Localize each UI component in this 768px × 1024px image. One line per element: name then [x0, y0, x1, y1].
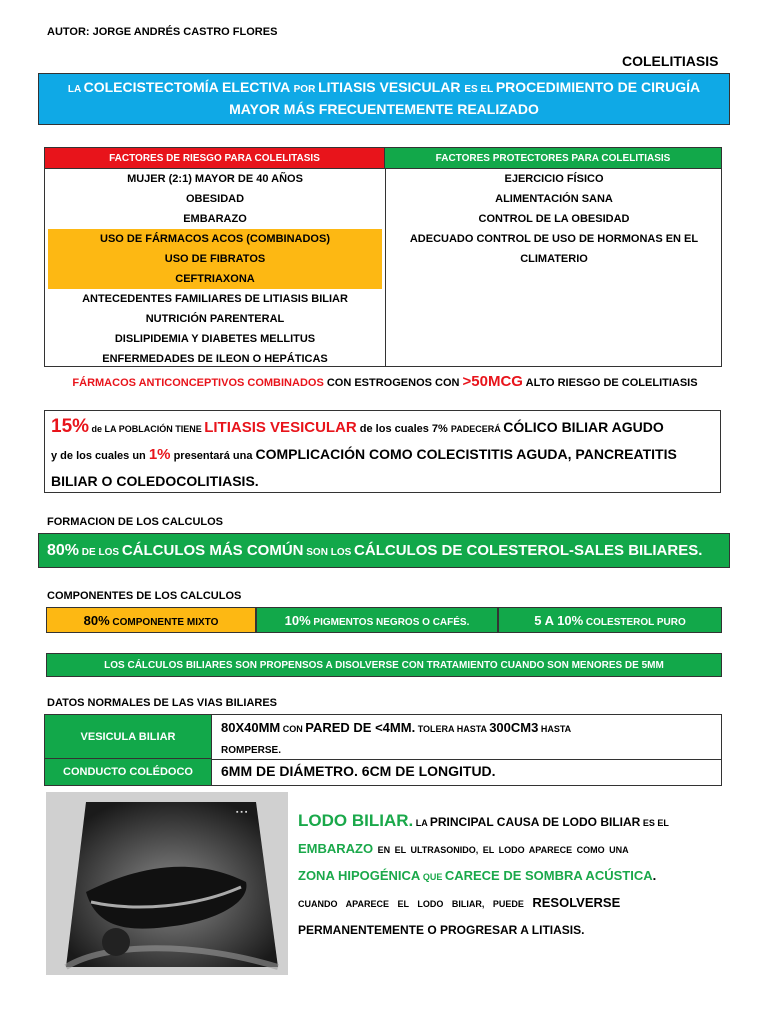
stats-p12: BILIAR O COLEDOCOLITIASIS.	[51, 473, 259, 489]
component-2-pct: 5 A 10%	[534, 613, 584, 628]
stats-line1	[51, 415, 714, 441]
risk-factor-item: OBESIDAD	[185, 193, 245, 205]
stats-box	[44, 410, 721, 493]
protect-list	[389, 169, 719, 269]
lodo-l5a: PERMANENTEMENTE O PROGRESAR A LITIASIS	[298, 923, 582, 937]
banner-line1	[39, 79, 729, 95]
note-part2: CON ESTROGENOS CON	[323, 377, 463, 389]
formation-p2: DE LOS	[79, 547, 122, 558]
lodo-section	[298, 808, 723, 943]
lodo-l1a: LA	[413, 818, 430, 828]
note-part3: >50MCG	[462, 373, 523, 390]
coledoco-label-text: CONDUCTO COLÉDOCO	[63, 766, 193, 778]
stats-p6: PADECERÁ	[450, 424, 504, 434]
banner-segment: COLECISTECTOMÍA ELECTIVA	[83, 79, 294, 95]
risk-factor-item: CEFTRIAXONA	[48, 269, 382, 289]
vesicula-value	[221, 718, 716, 761]
lodo-line5	[298, 917, 723, 943]
svg-text:▪ ▪ ▪: ▪ ▪ ▪	[236, 809, 248, 816]
dissolve-box	[46, 653, 722, 677]
lodo-line1	[298, 808, 723, 836]
factors-table	[44, 147, 722, 367]
vesicula-v2: CON	[280, 724, 306, 734]
lodo-l3b: QUE	[420, 872, 445, 882]
stats-p5: de los cuales 7%	[356, 423, 451, 435]
component-pigmentos	[256, 607, 498, 633]
ultrasound-graphic	[46, 792, 288, 975]
risk-header-label: FACTORES DE RIESGO PARA COLELITASIS	[109, 153, 320, 164]
risk-factor-item: ENFERMEDADES DE ILEON O HEPÁTICAS	[102, 353, 328, 365]
risk-list	[48, 169, 382, 369]
stats-line2	[51, 441, 714, 469]
formation-p5: CÁLCULOS DE COLESTEROL-SALES BILIARES.	[354, 542, 703, 559]
lodo-l3c: CARECE DE SOMBRA ACÚSTICA	[444, 868, 653, 883]
risk-factor-item: NUTRICIÓN PARENTERAL	[145, 313, 285, 325]
banner-segment: PROCEDIMIENTO DE CIRUGÍA	[495, 79, 701, 95]
risk-factor-item: USO DE FIBRATOS	[48, 249, 382, 269]
coledoco-label	[45, 759, 212, 785]
normal-table	[44, 714, 722, 786]
stats-p1: 15%	[51, 416, 90, 437]
components-heading: COMPONENTES DE LOS CALCULOS	[47, 590, 242, 602]
stats-p3: LA POBLACIÓN TIENE	[104, 424, 205, 434]
coledoco-value: 6MM DE DIÁMETRO. 6CM DE LONGITUD.	[221, 763, 496, 779]
lodo-l1b: PRINCIPAL CAUSA DE LODO BILIAR	[429, 815, 641, 829]
component-mixto	[46, 607, 256, 633]
banner-segment: POR	[293, 84, 319, 95]
risk-header	[45, 148, 385, 169]
vesicula-v4: TOLERA HASTA	[415, 724, 490, 734]
stats-p4: LITIASIS VESICULAR	[204, 419, 357, 436]
formation-p4: SON LOS	[303, 547, 355, 558]
formation-p1: 80%	[47, 542, 80, 559]
vesicula-v7: ROMPERSE.	[221, 745, 282, 756]
formation-box	[38, 533, 730, 568]
lodo-l2b: EN EL ULTRASONIDO, EL LODO APARECE COMO UNA	[373, 845, 629, 855]
note-part4: ALTO RIESGO DE COLELITIASIS	[522, 377, 698, 389]
banner-segment: ES EL	[464, 84, 496, 95]
vesicula-v5: 300CM3	[489, 720, 539, 735]
protective-factor-item: CONTROL DE LA OBESIDAD	[478, 213, 630, 225]
ultrasound-image	[46, 792, 288, 975]
banner	[38, 73, 730, 125]
lodo-l3a: ZONA HIPOGÉNICA	[298, 868, 421, 883]
component-2-label: COLESTEROL PURO	[583, 617, 686, 628]
protective-factor-item: ADECUADO CONTROL DE USO DE HORMONAS EN EL	[409, 233, 699, 245]
lodo-line3	[298, 863, 723, 890]
lodo-l1c: ES EL	[640, 818, 669, 828]
formation-p3: CÁLCULOS MÁS COMÚN	[121, 542, 304, 559]
protect-header	[385, 148, 721, 169]
risk-factor-item: EMBARAZO	[183, 213, 247, 225]
protect-header-label: FACTORES PROTECTORES PARA COLELITIASIS	[435, 153, 671, 164]
lodo-title: LODO BILIAR.	[298, 811, 414, 830]
vesicula-label	[45, 715, 212, 759]
lodo-l2a: EMBARAZO	[298, 841, 374, 856]
vesicula-v6: HASTA	[538, 724, 572, 734]
protective-factor-item: ALIMENTACIÓN SANA	[495, 193, 613, 205]
stats-p2: de	[89, 424, 105, 434]
lodo-l4a: CUANDO APARECE EL LODO BILIAR, PUEDE	[298, 899, 533, 909]
lodo-l5b: .	[581, 923, 585, 937]
risk-factor-item: USO DE FÁRMACOS ACOS (COMBINADOS)	[48, 229, 382, 249]
vesicula-v3: PARED DE <4MM.	[305, 720, 416, 735]
lodo-line2	[298, 836, 723, 863]
component-colesterol	[498, 607, 722, 633]
lodo-l4b: RESOLVERSE	[532, 895, 621, 910]
protective-factor-item: CLIMATERIO	[520, 253, 588, 265]
lodo-line4	[298, 890, 723, 917]
component-0-label: COMPONENTE MIXTO	[109, 617, 219, 628]
risk-factor-item: MUJER (2:1) MAYOR DE 40 AÑOS	[127, 173, 303, 185]
risk-factor-item: ANTECEDENTES FAMILIARES DE LITIASIS BILIAR	[82, 293, 348, 305]
stats-p7: CÓLICO BILIAR AGUDO	[503, 419, 664, 435]
component-0-pct: 80%	[83, 613, 110, 628]
banner-segment: LITIASIS VESICULAR	[318, 79, 465, 95]
component-1-label: PIGMENTOS NEGROS O CAFÉS.	[310, 617, 470, 628]
stats-p11: COMPLICACIÓN COMO COLECISTITIS AGUDA, PANCREATITIS	[255, 446, 677, 462]
dissolve-text: LOS CÁLCULOS BILIARES SON PROPENSOS A DISOLVERSE CON TRATAMIENTO CUANDO SON MENORES DE 5MM	[104, 660, 664, 671]
author-line: AUTOR: JORGE ANDRÉS CASTRO FLORES	[47, 26, 278, 38]
stats-p9: 1%	[148, 446, 171, 463]
banner-segment: LA	[67, 84, 84, 95]
risk-factor-item: DISLIPIDEMIA Y DIABETES MELLITUS	[114, 333, 316, 345]
formation-heading: FORMACION DE LOS CALCULOS	[47, 516, 223, 528]
stats-p8: y de los cuales un	[51, 450, 149, 462]
component-1-pct: 10%	[284, 613, 311, 628]
vesicula-v1: 80X40MM	[221, 720, 281, 735]
stats-p10: presentará una	[170, 450, 256, 462]
note-part1: FÁRMACOS ANTICONCEPTIVOS COMBINADOS	[72, 377, 324, 389]
normal-heading: DATOS NORMALES DE LAS VIAS BILIARES	[47, 697, 278, 709]
topic-title: COLELITIASIS	[622, 53, 719, 69]
vesicula-label-text: VESICULA BILIAR	[80, 731, 176, 743]
banner-line2: MAYOR MÁS FRECUENTEMENTE REALIZADO	[229, 101, 539, 117]
anticonceptive-note	[40, 373, 730, 390]
lodo-l3d: .	[652, 868, 657, 883]
protective-factor-item: EJERCICIO FÍSICO	[504, 173, 604, 185]
